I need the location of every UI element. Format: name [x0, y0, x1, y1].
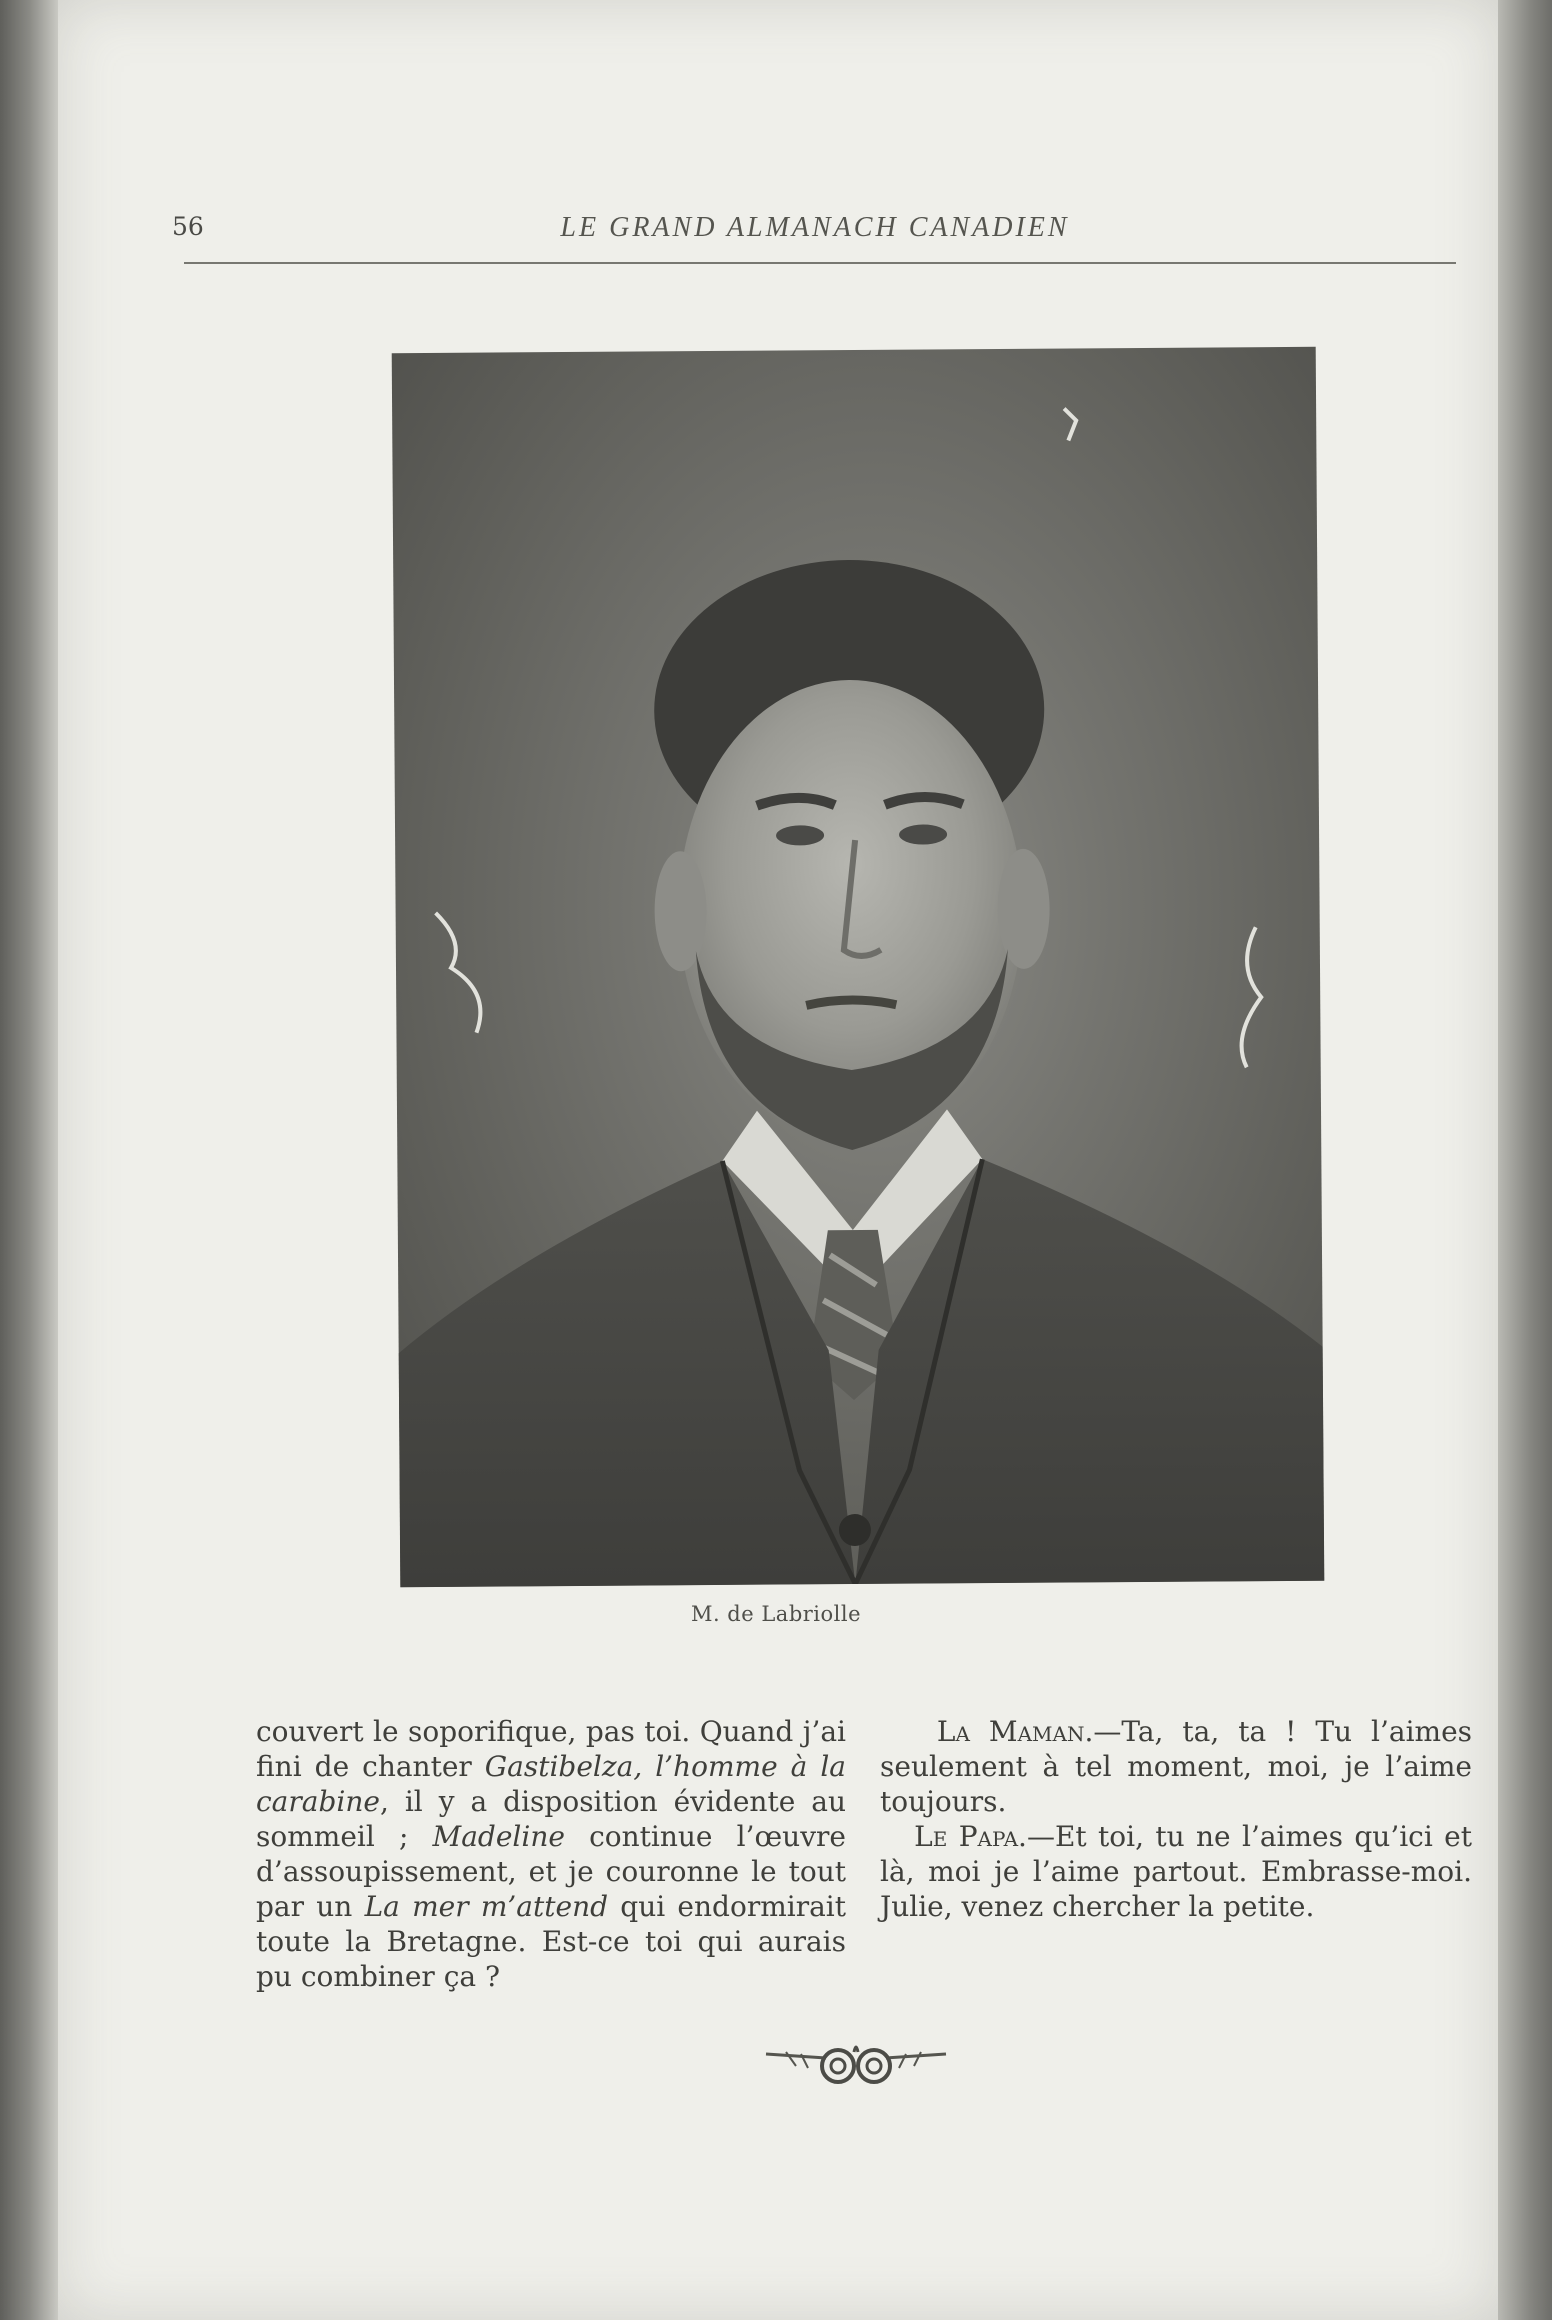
right-column [880, 1714, 1472, 1924]
dialogue-line [880, 1819, 1472, 1924]
text-segment: , il y a disposition évidente au sommeil ; [256, 1785, 846, 1853]
song-title: Madeline [432, 1820, 565, 1853]
ornament-icon [756, 2032, 956, 2092]
song-title: Gastibelza, l’homme à la carabine [256, 1750, 846, 1818]
dialogue-text: —Et toi, tu ne l’aimes qu’ici et là, moi je l’aime partout. Embrasse-moi. Julie, venez chercher la petite. [880, 1820, 1473, 1923]
dialogue-text: —Ta, ta, ta ! Tu l’aimes seulement à tel moment, moi, je l’aime toujours. [880, 1715, 1473, 1818]
scan-right-edge [1498, 0, 1552, 2320]
text-segment: continue l’œuvre d’assoupissement, et je couronne le tout par un [256, 1820, 846, 1923]
speaker-name: Le Papa. [914, 1820, 1027, 1853]
page-number: 56 [172, 212, 204, 241]
figure-caption: M. de Labriolle [690, 1602, 862, 1626]
text-segment: couvert le soporifique, pas toi. Quand j’ai fini de chanter [256, 1715, 846, 1783]
scan-left-edge [0, 0, 58, 2320]
portrait-photo [392, 347, 1325, 1587]
portrait-illustration [392, 347, 1325, 1587]
page-header [172, 212, 1458, 262]
header-rule [184, 262, 1456, 264]
left-paragraph [256, 1714, 846, 1994]
dialogue-line [880, 1714, 1472, 1819]
left-column [256, 1714, 846, 1994]
song-title: La mer m’attend [364, 1890, 609, 1923]
speaker-name: La Maman. [936, 1715, 1094, 1748]
running-title: LE GRAND ALMANACH CANADIEN [560, 212, 1070, 243]
text-segment: qui endormirait toute la Bretagne. Est-ce toi qui aurais pu combiner ça ? [256, 1890, 846, 1993]
